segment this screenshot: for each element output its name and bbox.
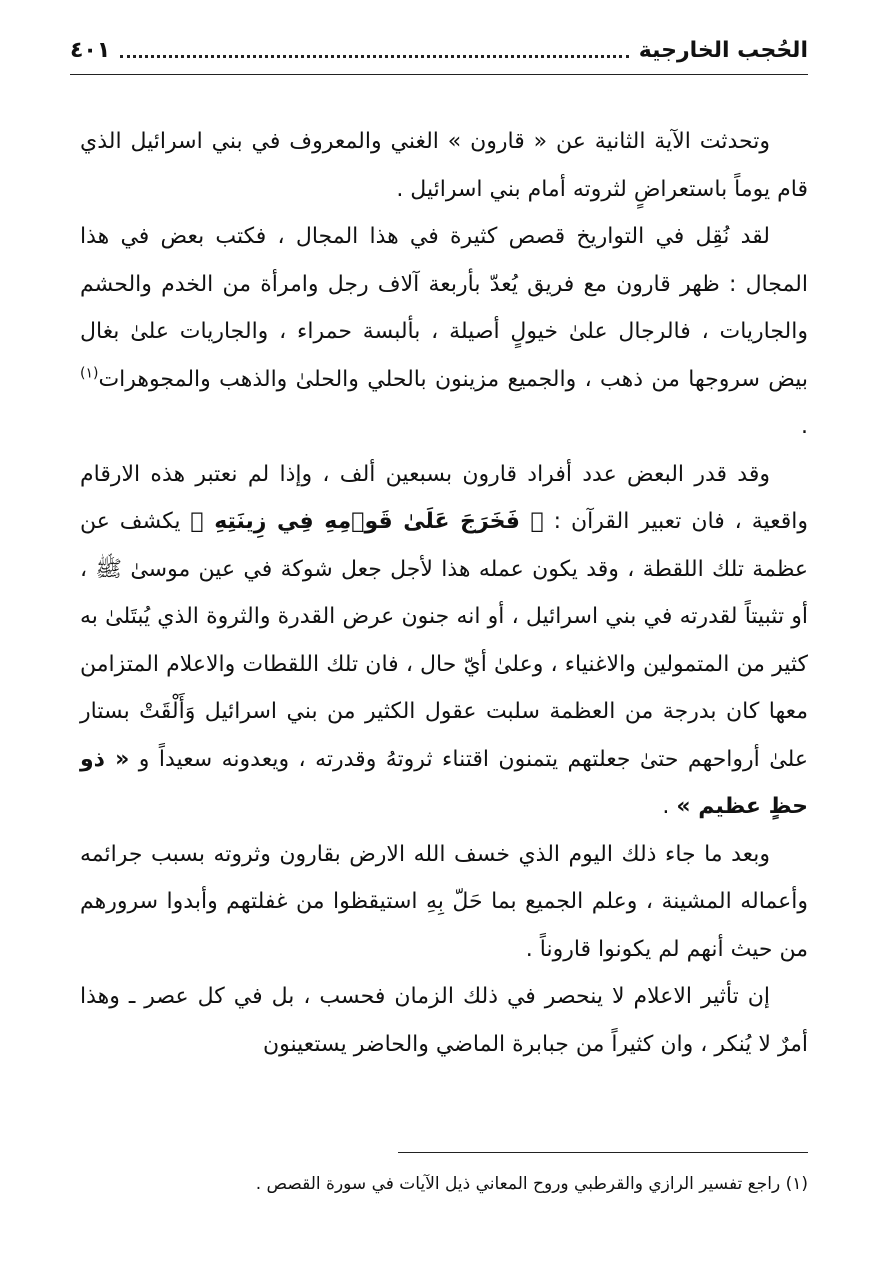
bold-phrase: « ذو حظٍ عظيم » xyxy=(80,746,808,819)
paragraph-text: يكشف عن عظمة تلك اللقطة ، وقد يكون عمله هذا لأجل جعل شوكة في عين موسىٰ ﷺ ، أو تثبيتاً لقدرته في بني اسرائيل ، أو انه جنون عرض القدرة والثروة الذي يُبتَلىٰ به كثير من المتمولين والاغنياء ، وعلىٰ أيّ حال ، فان تلك اللقطات والاعلام المتزامن معها كان بدرجة من العظمة سلبت عقول الكثير من بني اسرائيل وَأَلْقَتْ بستار علىٰ أرواحهم حتىٰ جعلتهم يتمنون اقتناء ثروتهُ وقدرته ، ويعدونه سعيداً و xyxy=(80,509,808,772)
paragraph xyxy=(80,973,808,1068)
footnote xyxy=(80,1170,808,1198)
main-text xyxy=(80,118,808,1068)
footnote-text: (١) راجع تفسير الرازي والقرطبي وروح المعاني ذيل الآيات في سورة القصص . xyxy=(255,1174,808,1194)
footnote-reference[interactable]: (١) xyxy=(80,365,99,382)
footnote-divider xyxy=(398,1152,808,1153)
header-divider xyxy=(70,74,808,75)
paragraph xyxy=(80,213,808,451)
paragraph xyxy=(80,831,808,974)
paragraph-text: وقد قدر البعض عدد أفراد قارون بسبعين ألف ، وإذا لم نعتبر هذه الارقام واقعية ، فان تعبير القرآن : xyxy=(80,461,808,534)
paragraph-text: لقد نُقِل في التواريخ قصص كثيرة في هذا المجال ، فكتب بعض في هذا المجال : ظهر قارون مع فريق يُعدّ بأربعة آلاف رجل وامرأة من الخدم والحشم والجاريات ، فالرجال علىٰ خيولٍ أصيلة ، بألبسة حمراء ، والجاريات علىٰ بغال بيض سروجها من ذهب ، والجميع مزينون بالحلي والحلىٰ والذهب والمجوهرات xyxy=(80,224,808,392)
paragraph-text: . xyxy=(801,414,808,439)
header-dot-leader xyxy=(120,55,628,58)
paragraph xyxy=(80,118,808,213)
chapter-title: الحُجب الخارجية xyxy=(638,37,808,63)
page-number: ٤٠١ xyxy=(70,37,111,63)
paragraph-text: إن تأثير الاعلام لا ينحصر في ذلك الزمان فحسب ، بل في كل عصر ـ وهذا أمرٌ لا يُنكر ، وان كثيراً من جبابرة الماضي والحاضر يستعينون xyxy=(80,984,808,1057)
paragraph xyxy=(80,451,808,831)
quran-verse: ﴿ فَخَرَجَ عَلَىٰ قَوۡمِهِ فِي زِينَتِهِ ﴾ xyxy=(190,509,544,534)
paragraph-text: وبعد ما جاء ذلك اليوم الذي خسف الله الارض بقارون وثروته بسبب جرائمه وأعماله المشينة ، وعلم الجميع بما حَلّ بِهِ استيقظوا من غفلتهم وأبدوا سرورهم من حيث أنهم لم يكونوا قاروناً . xyxy=(80,841,808,962)
paragraph-text: وتحدثت الآية الثانية عن « قارون » الغني والمعروف في بني اسرائيل الذي قام يوماً باستعراضٍ لثروته أمام بني اسرائيل . xyxy=(80,129,808,202)
running-header xyxy=(70,30,808,70)
paragraph-text: . xyxy=(662,794,677,819)
